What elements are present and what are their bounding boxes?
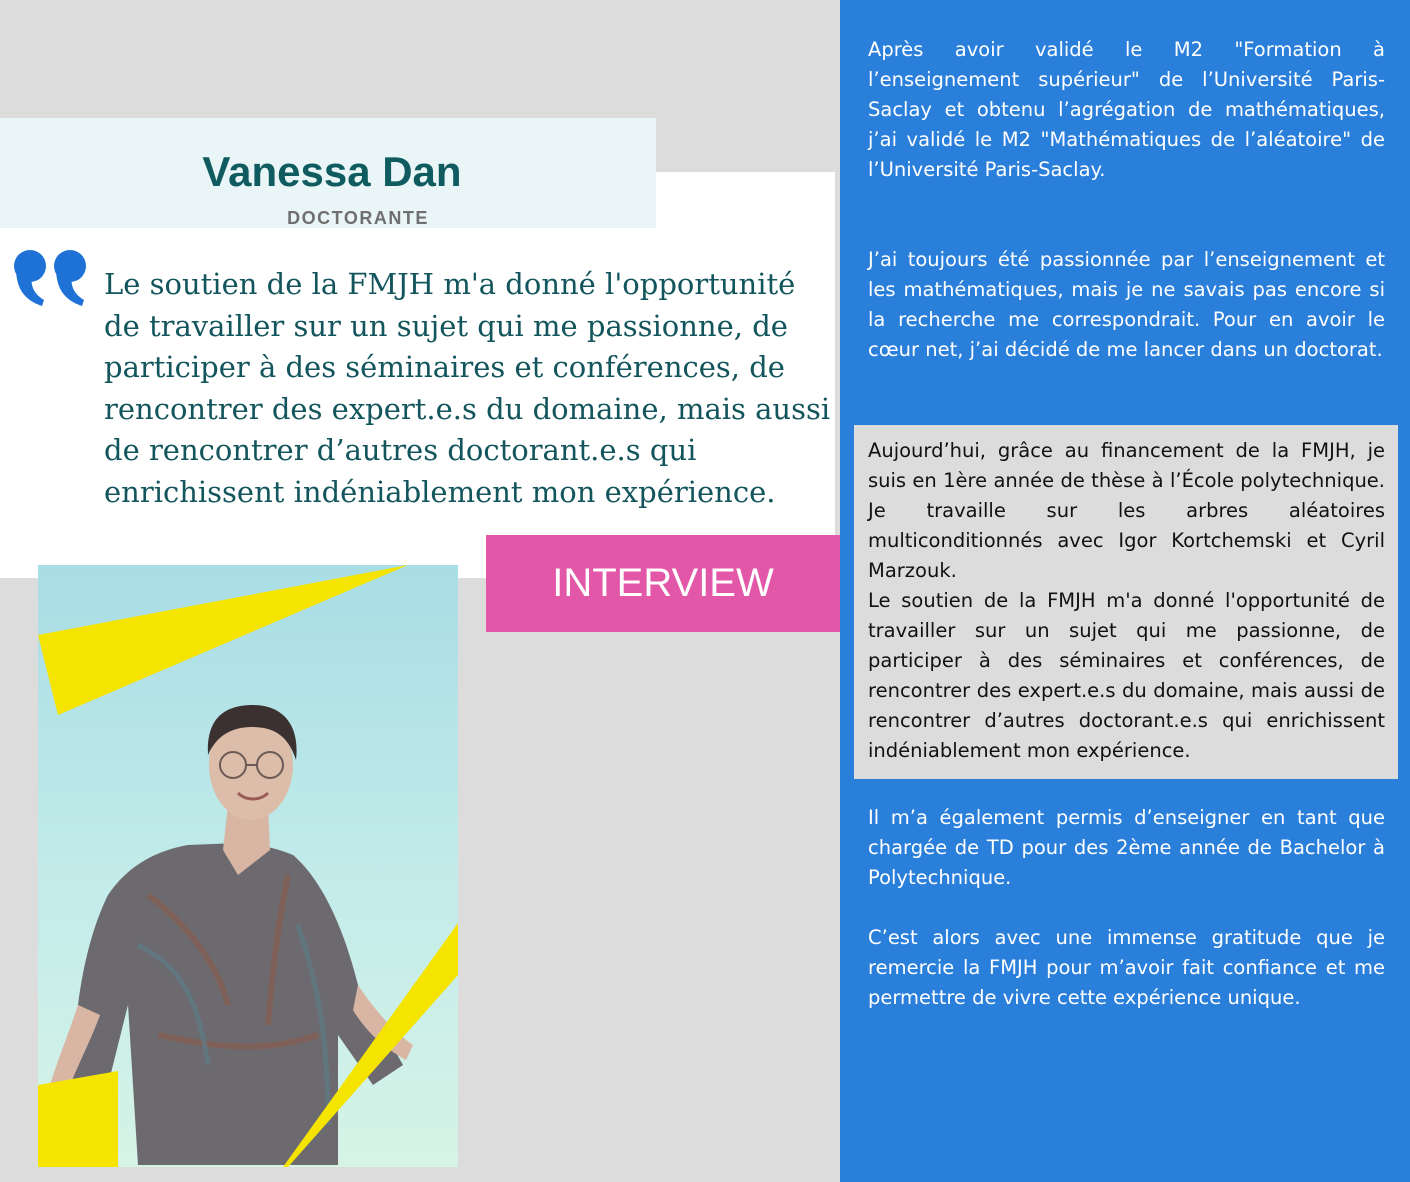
quote-icon <box>12 244 96 314</box>
quote-text: Le soutien de la FMJH m'a donné l'opportunité de travailler sur un sujet qui me passionne, de participer à des séminaires et conférences, de rencontrer des expert.e.s du domaine, mais aussi de rencontrer d’autres doctorant.e.s qui enrichissent indéniablement mon expérience. <box>104 267 831 509</box>
interview-paragraph-5: C’est alors avec une immense gratitude que je remercie la FMJH pour m’avoir fait confiance et me permettre de vivre cette expérience unique. <box>868 926 1385 1009</box>
interview-paragraph-1: Après avoir validé le M2 "Formation à l’enseignement supérieur" de l’Université Paris-Saclay et obtenu l’agrégation de mathématiques, j’ai validé le M2 "Mathématiques de l’aléatoire" de l’Université Paris-Saclay. <box>868 38 1385 181</box>
interview-paragraph-2: J’ai toujours été passionnée par l’enseignement et les mathématiques, mais je ne savais pas encore si la recherche me correspondrait. Pour en avoir le cœur net, j’ai décidé de me lancer dans un doctorat. <box>868 248 1385 361</box>
interview-paragraph-4: Il m’a également permis d’enseigner en tant que chargée de TD pour des 2ème année de Bachelor à Polytechnique. <box>868 806 1385 889</box>
yellow-triangle-bottom-left <box>38 1071 118 1167</box>
interview-paragraph-3 <box>868 436 1385 766</box>
highlight-box <box>854 425 1398 779</box>
interview-panel <box>840 0 1410 1182</box>
person-role: DOCTORANTE <box>287 208 429 228</box>
interview-paragraph-3b: Le soutien de la FMJH m'a donné l'opportunité de travailler sur un sujet qui me passionne, de participer à des séminaires et conférences, de rencontrer des expert.e.s du domaine, mais aussi de rencontrer d’autres doctorant.e.s qui enrichissent indéniablement mon expérience. <box>868 589 1385 762</box>
interview-paragraph-3a: Aujourd’hui, grâce au financement de la FMJH, je suis en 1ère année de thèse à l’École polytechnique. Je travaille sur les arbres aléatoires multiconditionnés avec Igor Kortchemski et Cyril Marzouk. <box>868 439 1385 582</box>
interview-badge: INTERVIEW <box>486 535 840 632</box>
portrait-photo <box>38 565 458 1167</box>
person-name: Vanessa Dan <box>202 148 462 195</box>
